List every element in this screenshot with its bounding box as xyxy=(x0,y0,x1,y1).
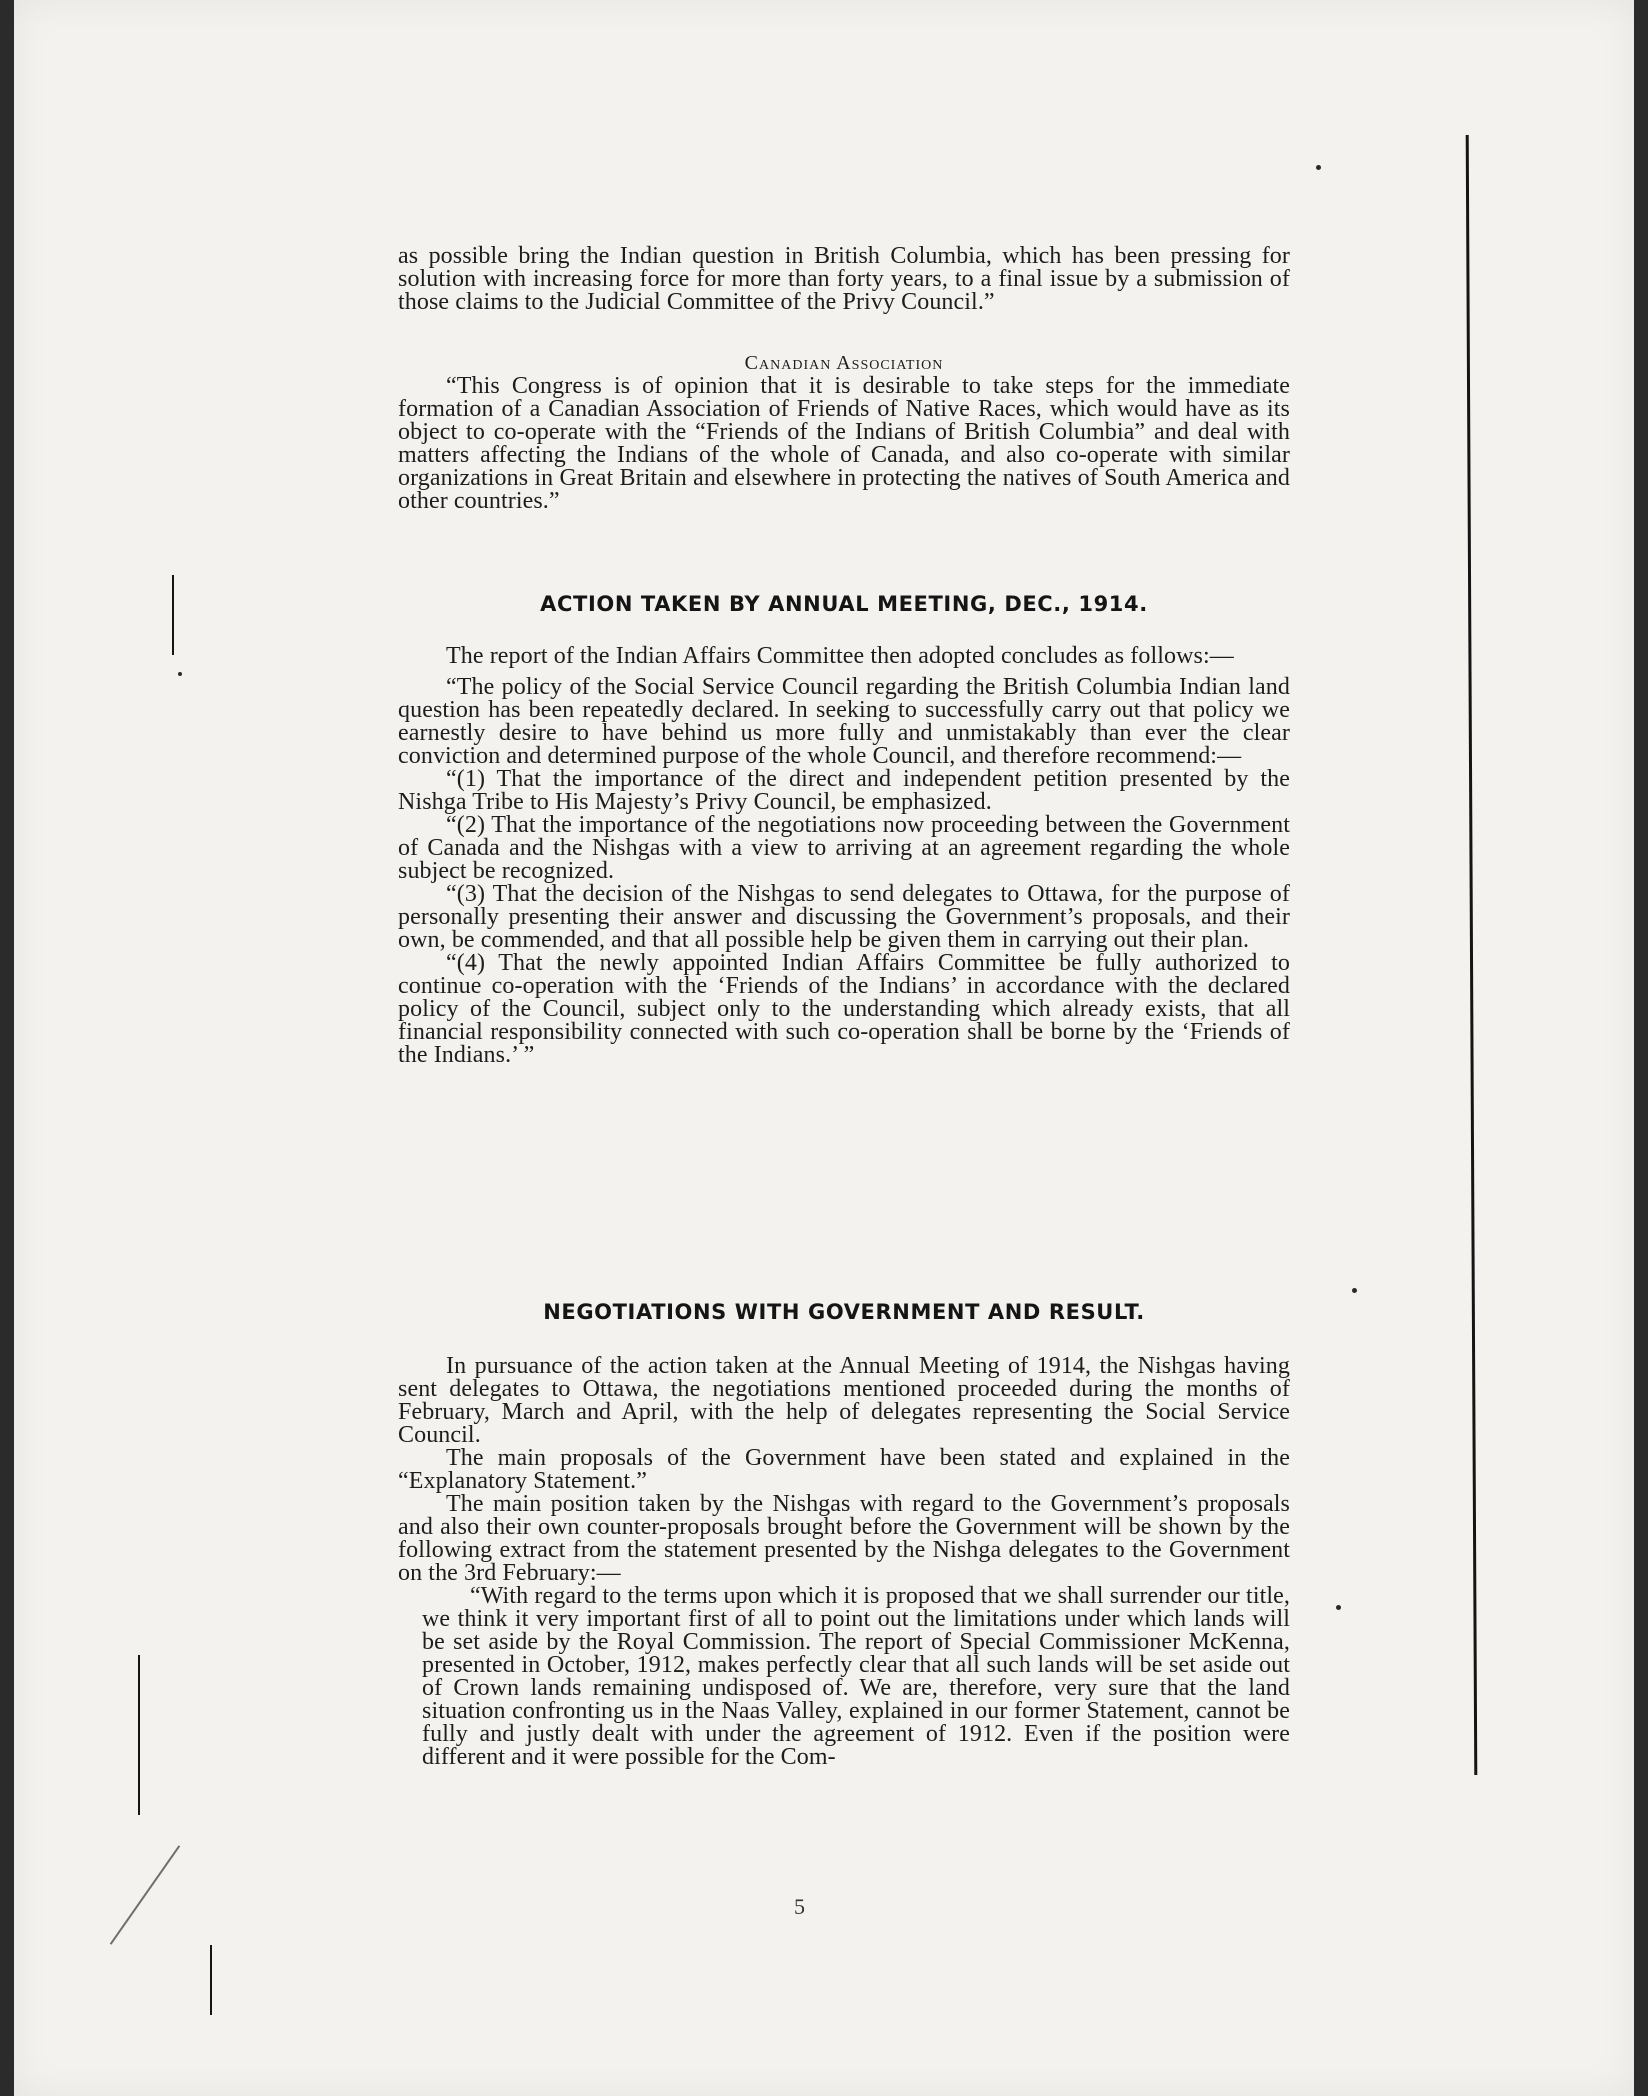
scan-speck xyxy=(178,672,182,676)
opening-paragraph: as possible bring the Indian question in British Columbia, which has been pressing for solution with increasing force for more than forty years, to a final issue by a submission of those claims to the Judicial Committee of the Privy Council.” xyxy=(398,243,1290,315)
section2-paragraph-1: In pursuance of the action taken at the Annual Meeting of 1914, the Nishgas having sent delegates to Ottawa, the negotiations mentioned proceeded during the months of February, March and April, with the help of delegates representing the Social Service Council. xyxy=(398,1353,1290,1448)
scanned-page xyxy=(14,0,1634,2096)
section1-block xyxy=(398,645,1290,1067)
recommendation-item-1: “(1) That the importance of the direct and independent petition presented by the Nishga Tribe to His Majesty’s Privy Council, be emphasized. xyxy=(398,766,1290,815)
left-margin-mark xyxy=(110,1845,180,1944)
recommendation-item-4: “(4) That the newly appointed Indian Affairs Committee be fully authorized to continue co-operation with the ‘Friends of the Indians’ in accordance with the declared policy of the Council, subject only to the understanding which already exists, that all financial responsibility connected with such co-operation shall be borne by the ‘Friends of the Indians.’ ” xyxy=(398,950,1290,1068)
section2-quote: “With regard to the terms upon which it is proposed that we shall surrender our title, we think it very important first of all to point out the limitations under which lands will be set aside by the Royal Commission. The report of Special Commissioner McKenna, presented in October, 1912, makes perfectly clear that all such lands will be set aside out of Crown lands remaining undisposed of. We are, therefore, very sure that the land situation confronting us in the Naas Valley, explained in our former Statement, cannot be fully and justly dealt with under the agreement of 1912. Even if the position were different and it were possible for the Com- xyxy=(422,1583,1290,1770)
section1-quote: “The policy of the Social Service Council regarding the British Columbia Indian land question has been repeatedly declared. In seeking to successfully carry out that policy we earnestly desire to have behind us more fully and unmistakably than ever the clear conviction and determined purpose of the whole Council, and therefore recommend:— xyxy=(398,674,1290,769)
canadian-association-block xyxy=(398,375,1290,513)
section2-paragraph-2: The main proposals of the Government have been stated and explained in the “Explanatory Statement.” xyxy=(398,1445,1290,1494)
canadian-association-paragraph: “This Congress is of opinion that it is desirable to take steps for the immediate formation of a Canadian Association of Friends of Native Races, which would have as its object to co-operate with the “Friends of the Indians of British Columbia” and deal with matters affecting the Indians of the whole of Canada, and also co-operate with similar organizations in Great Britain and elsewhere in protecting the natives of South America and other countries.” xyxy=(398,373,1290,514)
page-number: 5 xyxy=(794,1894,805,1919)
opening-paragraph-block xyxy=(398,245,1290,314)
recommendation-item-2: “(2) That the importance of the negotiations now proceeding between the Government of Canada and the Nishgas with a view to arriving at an agreement regarding the whole subject be recognized. xyxy=(398,812,1290,884)
scan-speck xyxy=(1336,1605,1341,1610)
recommendation-item-3: “(3) That the decision of the Nishgas to send delegates to Ottawa, for the purpose of personally presenting their answer and discussing the Government’s proposals, and their own, be commended, and that all possible help be given them in carrying out their plan. xyxy=(398,881,1290,953)
left-margin-mark xyxy=(138,1655,140,1815)
section2-paragraph-3: The main position taken by the Nishgas with regard to the Government’s proposals and also their own counter-proposals brought before the Government will be shown by the following extract from the statement presented by the Nishga delegates to the Government on the 3rd February:— xyxy=(398,1491,1290,1586)
right-margin-rule xyxy=(1466,135,1478,1775)
section-heading-negotiations: NEGOTIATIONS WITH GOVERNMENT AND RESULT. xyxy=(543,1300,1145,1324)
left-margin-mark xyxy=(210,1945,212,2015)
section2-block xyxy=(398,1355,1290,1769)
scan-speck xyxy=(1352,1288,1357,1293)
scan-speck xyxy=(1316,165,1321,170)
section-heading-annual-meeting: ACTION TAKEN BY ANNUAL MEETING, DEC., 1914. xyxy=(540,592,1148,616)
left-margin-mark xyxy=(172,575,174,655)
canadian-association-heading: Canadian Association xyxy=(744,352,944,374)
section1-intro: The report of the Indian Affairs Committee then adopted concludes as follows:— xyxy=(446,643,1234,669)
